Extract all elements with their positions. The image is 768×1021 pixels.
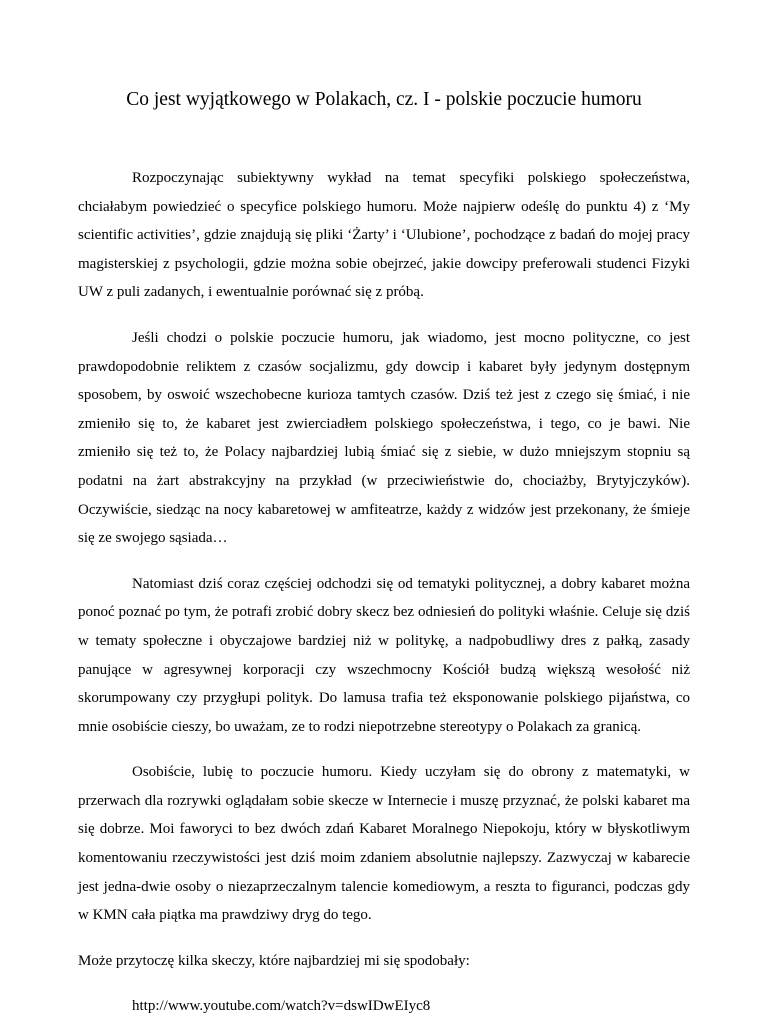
document-title: Co jest wyjątkowego w Polakach, cz. I - polskie poczucie humoru (126, 89, 642, 110)
paragraph-personal-opinion: Osobiście, lubię to poczucie humoru. Kiedy uczyłam się do obrony z matematyki, w przerwach dla rozrywki oglądałam sobie skecze w Internecie i muszę przyznać, że polski kabaret ma się dobrze. Moi faworyci to bez dwóch zdań Kabaret Moralnego Niepokoju, który w błyskotliwym komentowaniu rzeczywistości jest dziś moim zdaniem absolutnie najlepszy. Zazwyczaj w kabarecie jest jedna-dwie osoby o niezaprzeczalnym talencie komediowym, a reszta to figuranci, podczas gdy w KMN cała piątka ma prawdziwy dryg do tego. (78, 764, 690, 924)
closing-line: Może przytoczę kilka skeczy, które najbardziej mi się spodobały: (78, 952, 470, 969)
youtube-link[interactable]: http://www.youtube.com/watch?v=dswIDwEIyc8 (132, 998, 431, 1015)
paragraph-intro: Rozpoczynając subiektywny wykład na temat specyfiki polskiego społeczeństwa, chciałabym powiedzieć o specyfice polskiego humoru. Może najpierw odeślę do punktu 4) z ‘My scientific activities’, gdzie znajdują się pliki ‘Żarty’ i ‘Ulubione’, pochodzące z badań do mojej pracy magisterskiej z psychologii, gdzie można sobie obejrzeć, jakie dowcipy preferowali studenci Fizyki UW z puli zadanych, i ewentualnie porównać się z próbą. (78, 170, 690, 301)
link-line (78, 992, 690, 1021)
document-body (78, 164, 690, 1021)
paragraph-political-humor: Jeśli chodzi o polskie poczucie humoru, jak wiadomo, jest mocno polityczne, co jest prawdopodobnie reliktem z czasów socjalizmu, gdy dowcip i kabaret były jedynym dostępnym sposobem, by oswoić wszechobecne kurioza tamtych czasów. Dziś też jest z czego się śmiać, i nie zmieniło się to, że kabaret jest zwierciadłem polskiego społeczeństwa, i tego, co je bawi. Nie zmieniło się też to, że Polacy najbardziej lubią śmiać się z siebie, w dużo mniejszym stopniu są podatni na żart abstrakcyjny na przykład (w przeciwieństwie do, chociażby, Brytyjczyków). Oczywiście, siedząc na nocy kabaretowej w amfiteatrze, każdy z widzów jest przekonany, że śmieje się ze swojego sąsiada… (78, 329, 690, 547)
paragraph-social-topics: Natomiast dziś coraz częściej odchodzi się od tematyki politycznej, a dobry kabaret można ponoć poznać po tym, że potrafi zrobić dobry skecz bez odniesień do polityki właśnie. Celuje się dziś w tematy społeczne i obyczajowe bardziej niż w politykę, a nadpobudliwy dres z pałką, zasady panujące w agresywnej korporacji czy wszechmocny Kościół budzą większą wesołość niż skorumpowany czy przygłupi polityk. Do lamusa trafia też eksponowanie polskiego pijaństwa, co mnie osobiście cieszy, bo uważam, ze to rodzi niepotrzebne stereotypy o Polakach za granicą. (78, 575, 690, 735)
